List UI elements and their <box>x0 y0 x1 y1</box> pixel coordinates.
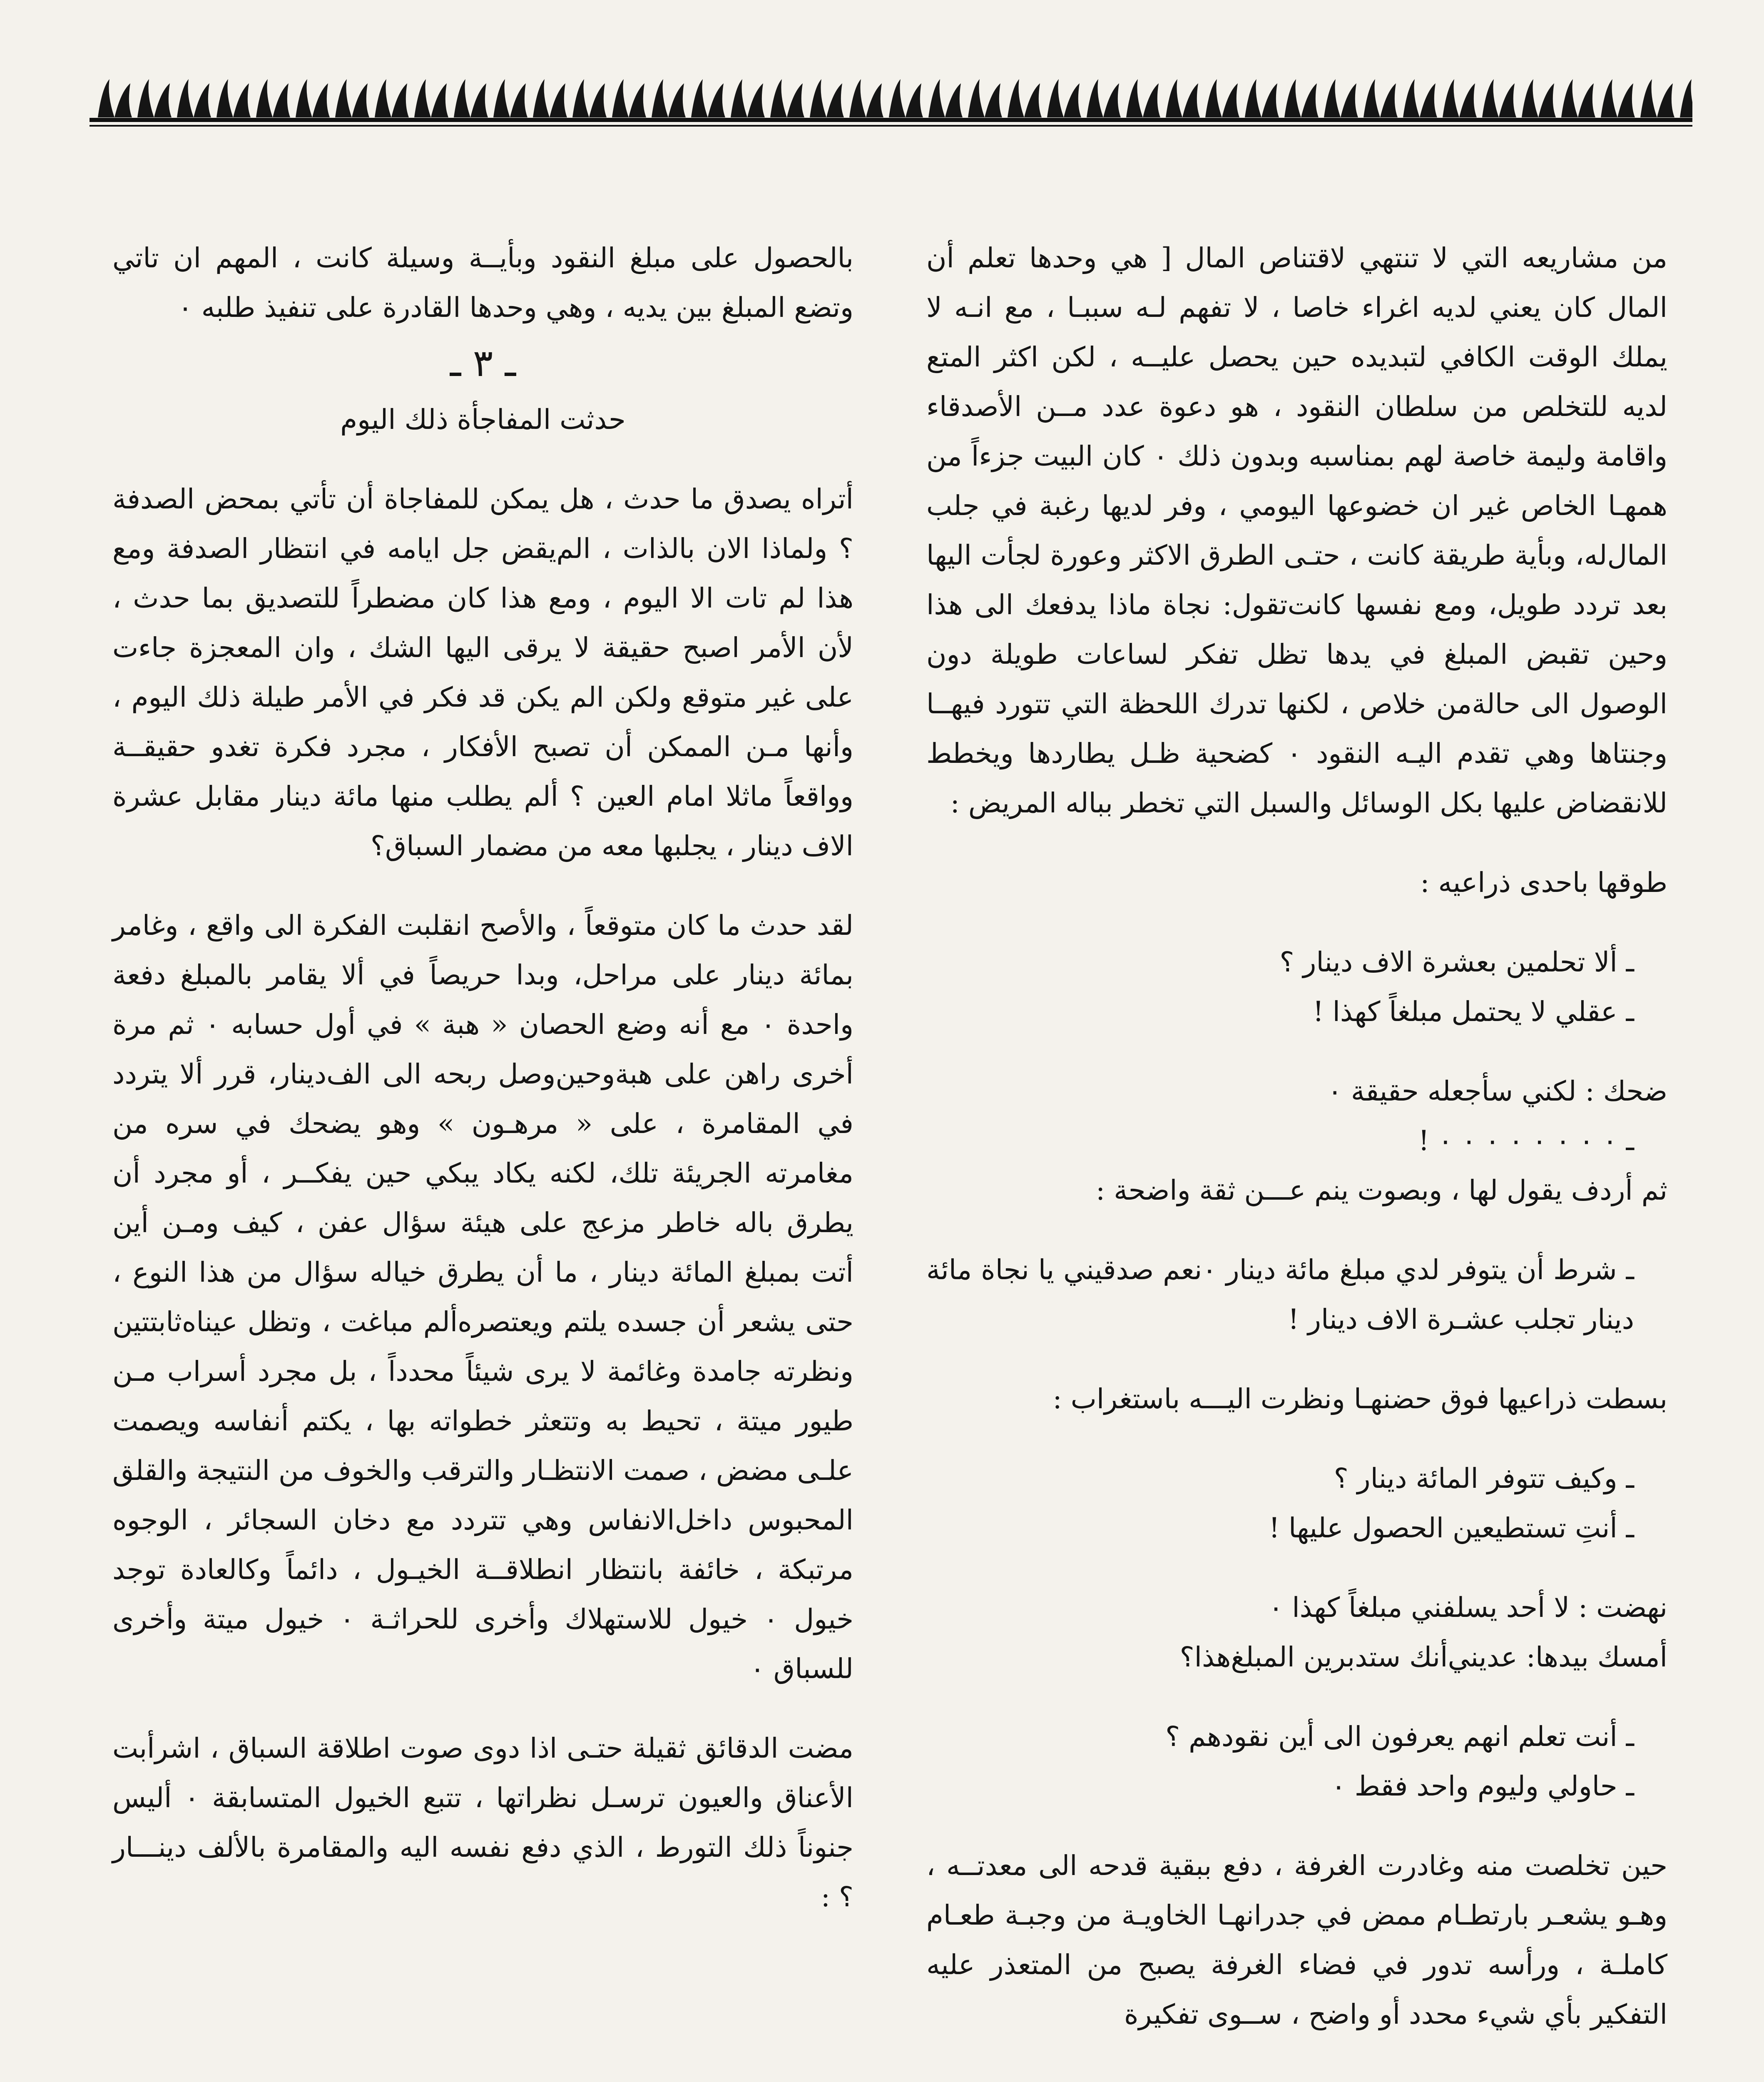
dialogue-line: ـ ٠ ٠ ٠ ٠ ٠ ٠ ٠ ٠ ! <box>1418 1125 1634 1157</box>
paragraph: مضت الدقائق ثقيلة حتـى اذا دوى صوت اطلاقة السباق ، اشرأبت الأعناق والعيون ترسـل نظراتها ، تتبع الخيول المتسابقة ٠ أليس جنوناً ذلك التورط ، الذي دفع نفسه اليه والمقامرة بالألف دينـــار ؟ : <box>112 1732 853 1913</box>
paragraph: بالحصول على مبلغ النقود وبأيــة وسيلة كانت ، المهم ان تاتي وتضع المبلغ بين يديه ، وهي وحدها القادرة على تنفيذ طلبه ٠ <box>112 242 853 324</box>
right-column <box>926 233 1667 2039</box>
dialogue-line: ـ ألا تحلمين بعشرة الاف دينار ؟ <box>1279 946 1634 978</box>
left-column <box>112 233 853 1922</box>
dialogue-line: ـ وكيف تتوفر المائة دينار ؟ <box>1334 1462 1634 1494</box>
paragraph: أتراه يصدق ما حدث ، هل يمكن للمفاجاة أن تأتي بمحض الصدفة ؟ ولماذا الان بالذات ، الم‌يقض جل ايامه في انتظار الصدفة ومع هذا لم تات الا اليوم ، ومع هذا كان مضطراً للتصديق بما حدث ، لأن الأمر اصبح حقيقة لا يرقى اليها الشك ، وان المعجزة جاءت على غير متوقع ولكن الم يكن قد فكر في الأمر طيلة ذلك اليوم ، وأنها مـن الممكن أن تصبح الأفكار ، مجرد فكرة تغدو حقيقــة وواقعاً ماثلا امام العين ؟ ألم يطلب منها مائة دينار مقابل عشرة الاف دينار ، يجلبها معه من مضمار السباق؟ <box>112 483 853 862</box>
paragraph: أمسك بيدها: عديني‌أنك ستدبرين المبلغ‌هذا؟ <box>1179 1641 1667 1673</box>
paragraph: طوقها باحدى ذراعيه : <box>1420 867 1667 899</box>
section-title: حدثت المفاجأة ذلك اليوم <box>340 403 626 436</box>
decorative-leaf-border-icon <box>90 71 1692 133</box>
dialogue-line: ـ حاولي وليوم واحد فقط ٠ <box>1331 1770 1634 1802</box>
paragraph: ضحك : لكني سأجعله حقيقة ٠ <box>1327 1075 1667 1107</box>
dialogue-line: ـ شرط أن يتوفر لدي مبلغ مائة دينار ٠نعم صدقيني يا نجاة مائة دينار تجلب عشـرة الاف دينار ! <box>926 1254 1634 1335</box>
dialogue-line: ـ أنتِ تستطيعين الحصول عليها ! <box>1269 1512 1634 1544</box>
paragraph: من مشاريعه التي لا تنتهي لاقتناص المال [ هي وحدها تعلم أن المال كان يعني لديه اغراء خاصا ، لا تفهم لـه سببـا ، مع انـه لا يملك الوقت الكافي لتبديده حين يحصل عليــه ، لكن اكثر المتع لديه للتخلص من سلطان النقود ، هو دعوة عدد مــن الأصدقاء واقامة وليمة خاصة لهم بمناسبه وبدون ذلك ٠ كان البيت جزءاً من همهـا الخاص غير ان خضوعها اليومي ، وفر لديها رغبة في جلب المال‌له، وبأية طريقة كانت ، حتـى الطرق الاكثر وعورة لجأت اليها بعد تردد طويل، ومع نفسها كانت‌تقول: نجاة ماذا يدفعك الى هذا وحين تقبض المبلغ في يدها تظل تفكر لساعات طويلة دون الوصول الى حالة‌من خلاص ، لكنها تدرك اللحظة التي تتورد فيهــا وجنتاها وهي تقدم اليـه النقود ٠ كضحية ظـل يطاردها ويخطط للانقضاض عليها بكل الوسائل والسبل التي تخطر بباله المريض : <box>926 242 1667 819</box>
dialogue-line: ـ عقلي لا يحتمل مبلغاً كهذا ! <box>1313 996 1634 1028</box>
paragraph: نهضت : لا أحد يسلفني مبلغاً كهذا ٠ <box>1268 1591 1667 1624</box>
dialogue-line: ـ أنت تعلم انهم يعرفون الى أين نقودهم ؟ <box>1165 1721 1634 1753</box>
paragraph: ثم أردف يقول لها ، وبصوت ينم عـــن ثقة واضحة : <box>1095 1174 1667 1206</box>
paragraph: لقد حدث ما كان متوقعاً ، والأصح انقلبت الفكرة الى واقع ، وغامر بمائة دينار على مراحل، وبدا حريصاً في ألا يقامر بالمبلغ دفعة واحدة ٠ مع أنه وضع الحصان « هبة » في أول حسابه ٠ ثم مرة أخرى راهن على هبة‌وحين‌وصل ربحه الى الف‌دينار، قرر ألا يتردد في المقامرة ، على « مرهـون » وهو يضحك في سره من مغامرته الجريئة تلك، لكنه يكاد يبكي حين يفكــر ، أو مجرد أن يطرق باله خاطر مزعج على هيئة سؤال عفن ، كيف ومـن أين أتت بمبلغ المائة دينار ، ما أن يطرق خياله سؤال من هذا النوع ، حتى يشعر أن جسده يلتم ويعتصره‌ألم مباغت ، وتظل عيناه‌ثابتتين ونظرته جامدة وغائمة لا يرى شيئاً محدداً ، بل مجرد أسراب مـن طيور ميتة ، تحيط به وتتعثر خطواته بها ، يكتم أنفاسه ويصمت علـى مضض ، صمت الانتظـار والترقب والخوف من النتيجة والقلق المحبوس داخل‌الانفاس وهي تتردد مع دخان السجائر ، الوجوه مرتبكة ، خائفة بانتظار انطلاقــة الخيـول ، دائماً وكالعادة توجد خيول ٠ خيول للاستهلاك وأخرى للحراثـة ٠ خيول ميتة وأخرى للسباق ٠ <box>112 909 853 1685</box>
section-number: ـ ٣ ـ <box>450 341 516 385</box>
paragraph: بسطت ذراعيها فوق حضنهـا ونظرت اليـــه باستغراب : <box>1052 1383 1667 1415</box>
paragraph: حين تخلصت منه وغادرت الغرفة ، دفع ببقية قدحه الى معدتــه ، وهـو يشعـر بارتطـام ممض في جدرانهـا الخاويـة من وجبـة طعـام كاملـة ، ورأسه تدور في فضاء الغرفة يصبح من المتعذر عليه التفكير بأي شيء محدد أو واضح ، ســوى تفكيرة <box>926 1850 1667 2030</box>
